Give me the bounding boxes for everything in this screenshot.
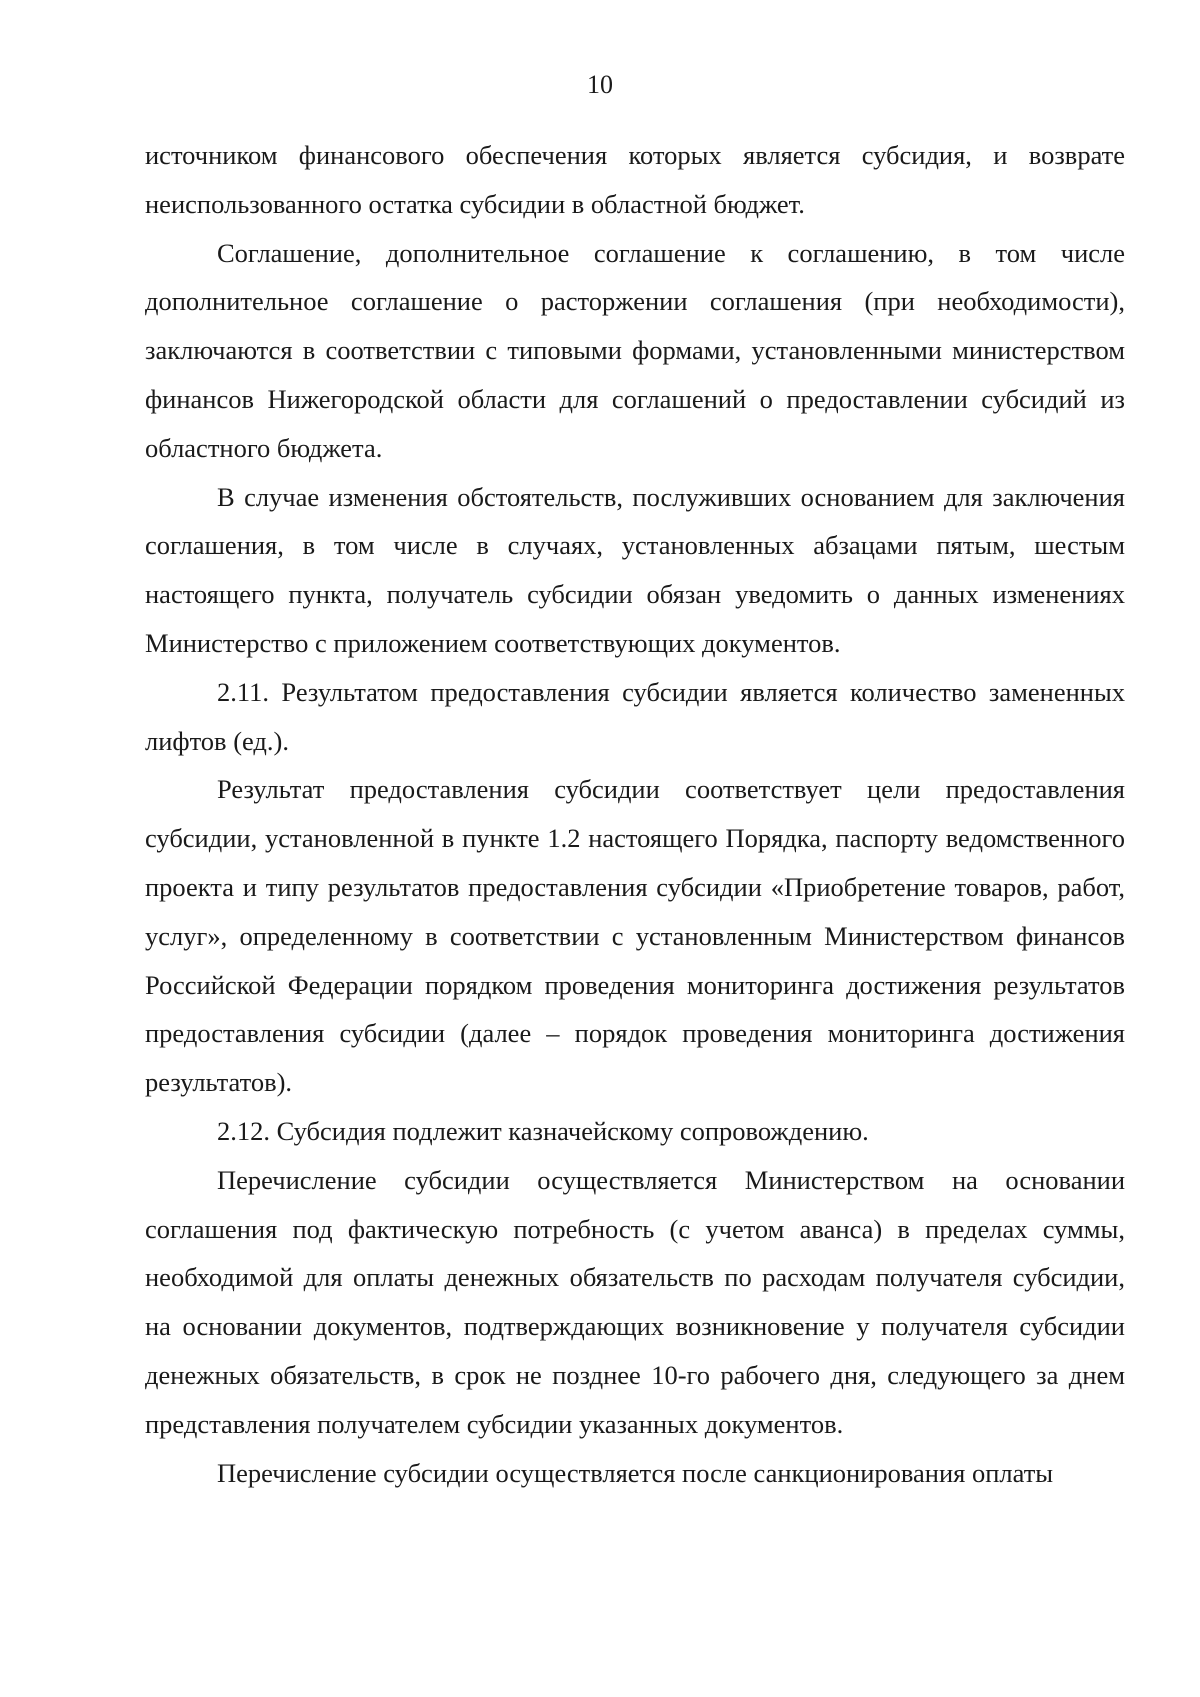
paragraph-transfer: Перечисление субсидии осуществляется Министерством на основании соглашения под фактическую потребность (с учетом аванса) в пределах суммы, необходимой для оплаты денежных обязательств по расходам получателя субсидии, на основании документов, подтверждающих возникновение у получателя субсидии денежных обязательств, в срок не позднее 10-го рабочего дня, следующего за днем представления получателем субсидии указанных документов. [145,1164,1125,1439]
page-number: 10 [587,70,613,99]
paragraph-transfer-after: Перечисление субсидии осуществляется после санкционирования оплаты [217,1457,1054,1488]
paragraph-2-11: 2.11. Результатом предоставления субсидии является количество замененных лифтов (ед.). [145,676,1125,756]
paragraph-result: Результат предоставления субсидии соответствует цели предоставления субсидии, установленной в пункте 1.2 настоящего Порядка, паспорту ведомственного проекта и типу результатов предоставления субсидии «Приобретение товаров, работ, услуг», определенному в соответствии с установленным Министерством финансов Российской Федерации порядком проведения мониторинга достижения результатов предоставления субсидии (далее – порядок проведения мониторинга достижения результатов). [145,774,1125,1098]
paragraph-2-12: 2.12. Субсидия подлежит казначейскому сопровождению. [217,1115,869,1146]
paragraph-agreement: Соглашение, дополнительное соглашение к соглашению, в том числе дополнительное соглашение о расторжении соглашения (при необходимости), заключаются в соответствии с типовыми формами, установленными министерством финансов Нижегородской области для соглашений о предоставлении субсидий из областного бюджета. [145,237,1125,463]
paragraph-changes: В случае изменения обстоятельств, послуживших основанием для заключения соглашения, в том числе в случаях, установленных абзацами пятым, шестым настоящего пункта, получатель субсидии обязан уведомить о данных изменениях Министерство с приложением соответствующих документов. [145,481,1125,658]
paragraph-continuation: источником финансового обеспечения которых является субсидия, и возврате неиспользованного остатка субсидии в областной бюджет. [145,140,1125,219]
document-body [145,131,1125,1497]
